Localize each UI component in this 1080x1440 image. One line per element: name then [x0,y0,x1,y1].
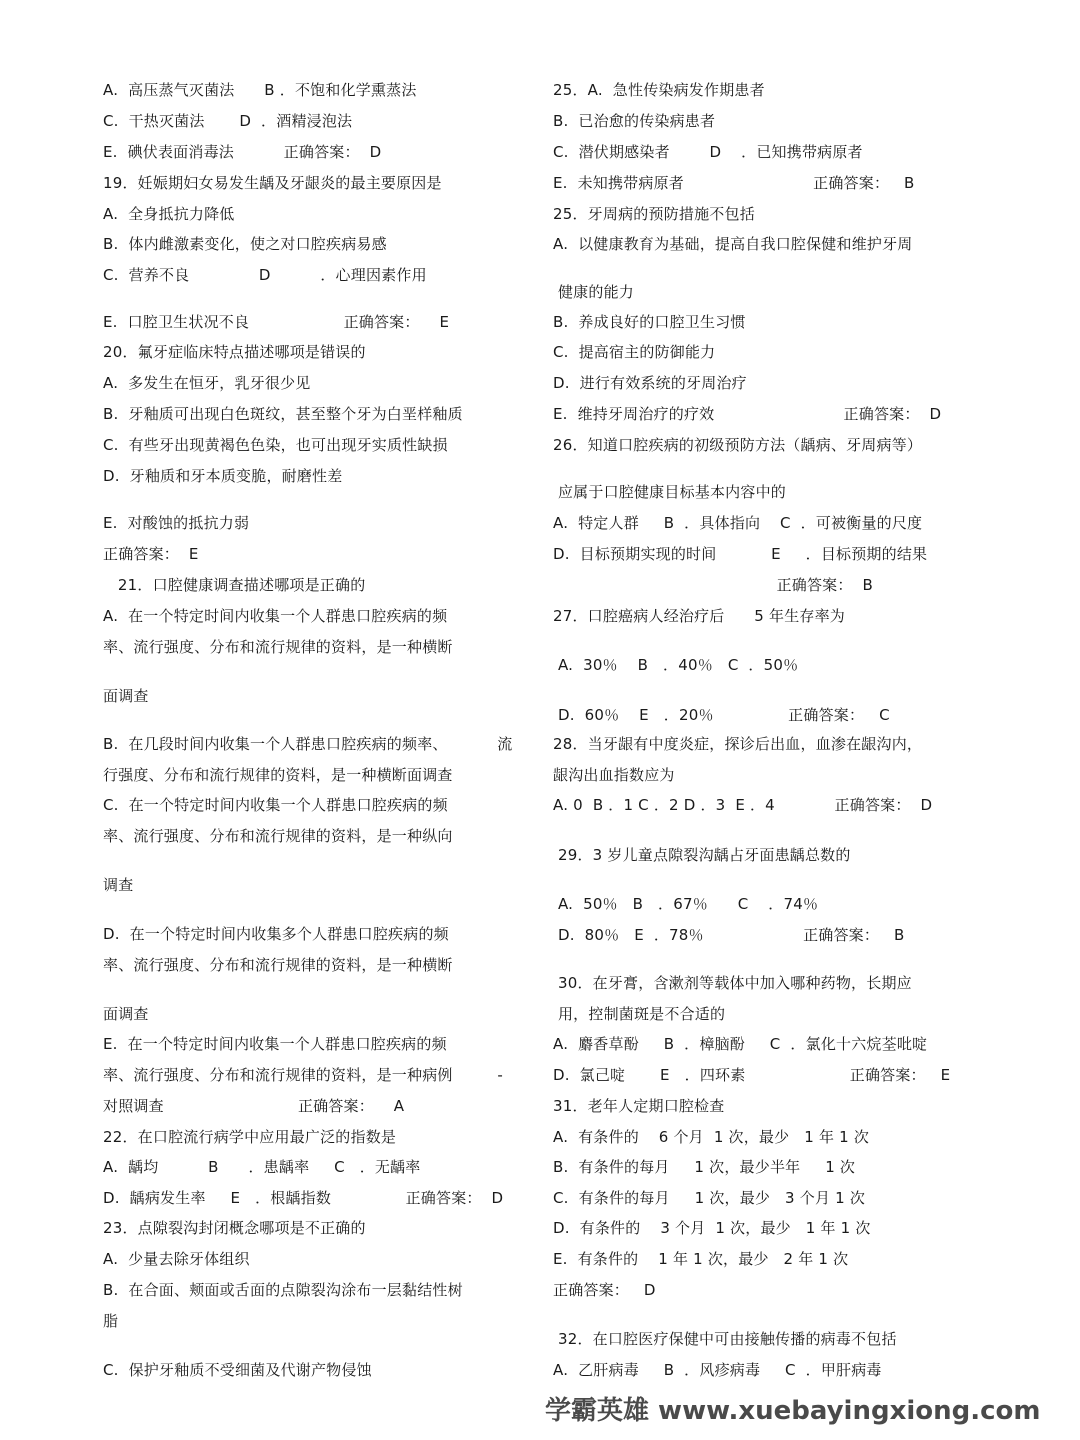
right-line-18: A. 30％ B ．40％ C ．50％ [553,656,799,674]
left-line-9: 20．氟牙症临床特点描述哪项是错误的 [103,343,366,361]
left-line-27: 面调查 [103,1005,149,1023]
right-line-16: 正确答案： B [553,576,873,594]
left-line-34: 23．点隙裂沟封闭概念哪项是不正确的 [103,1219,366,1237]
left-line-2: C. 干热灭菌法 D ．酒精浸泡法 [103,112,353,130]
left-line-13: D. 牙釉质和牙本质变脆，耐磨性差 [103,467,343,485]
left-line-14: E. 对酸蚀的抵抗力弱 [103,514,250,532]
right-line-29: D. 氯己啶 E ．四环素 正确答案： E [553,1066,951,1084]
left-line-33: D. 龋病发生率 E ．根龋指数 正确答案： D [103,1189,504,1207]
left-line-16: 21．口腔健康调查描述哪项是正确的 [103,576,366,594]
right-line-24: A. 50％ B ．67％ C ．74％ [553,895,819,913]
left-line-10: A. 多发生在恒牙，乳牙很少见 [103,374,311,392]
left-line-1: A. 高压蒸气灭菌法 B ．不饱和化学熏蒸法 [103,81,417,99]
left-line-3: E. 碘伏表面消毒法 正确答案： D [103,143,382,161]
left-line-19: 面调查 [103,687,149,705]
left-line-37: 脂 [103,1312,119,1330]
left-line-15: 正确答案： E [103,545,199,563]
left-line-5: A. 全身抵抗力降低 [103,205,235,223]
right-line-2: B. 已治愈的传染病患者 [553,112,716,130]
left-line-17: A. 在一个特定时间内收集一个人群患口腔疾病的频 [103,607,448,625]
left-line-6: B. 体内雌激素变化，使之对口腔疾病易感 [103,235,387,253]
right-line-10: D. 进行有效系统的牙周治疗 [553,374,747,392]
left-line-26: 率、流行强度、分布和流行规律的资料，是一种横断 [103,956,453,974]
right-line-20: 28．当牙龈有中度炎症，探诊后出血，血渗在龈沟内， [553,735,923,753]
right-line-30: 31．老年人定期口腔检查 [553,1097,725,1115]
left-line-7: C. 营养不良 D ．心理因素作用 [103,266,427,284]
right-line-4: E. 未知携带病原者 正确答案： B [553,174,915,192]
left-line-22: C. 在一个特定时间内收集一个人群患口腔疾病的频 [103,796,448,814]
left-line-31: 22．在口腔流行病学中应用最广泛的指数是 [103,1128,397,1146]
right-line-6: A. 以健康教育为基础，提高自我口腔保健和维护牙周 [553,235,913,253]
right-line-23: 29．3 岁儿童点隙裂沟龋占牙面患龋总数的 [553,846,851,864]
right-line-5: 25．牙周病的预防措施不包括 [553,205,755,223]
left-line-36: B. 在合面、颊面或舌面的点隙裂沟涂布一层黏结性树 [103,1281,463,1299]
right-line-13: 应属于口腔健康目标基本内容中的 [553,483,786,501]
right-line-28: A. 麝香草酚 B ．樟脑酚 C ．氯化十六烷荃吡啶 [553,1035,928,1053]
right-line-7: 健康的能力 [553,283,634,301]
left-line-38: C. 保护牙釉质不受细菌及代谢产物侵蚀 [103,1361,372,1379]
right-line-14: A. 特定人群 B ．具体指向 C ．可被衡量的尺度 [553,514,923,532]
right-line-25: D. 80％ E ．78％ 正确答案： B [553,926,905,944]
right-line-33: C. 有条件的每月 1 次，最少 3 个月 1 次 [553,1189,866,1207]
right-line-36: 正确答案： D [553,1281,656,1299]
left-line-20: B. 在几段时间内收集一个人群患口腔疾病的频率、 流 [103,735,513,753]
left-line-8: E. 口腔卫生状况不良 正确答案： E [103,313,450,331]
left-line-24: 调查 [103,876,134,894]
left-line-30: 对照调查 正确答案： A [103,1097,405,1115]
watermark-footer: 学霸英雄 www.xuebayingxiong.com [545,1396,1041,1426]
left-line-29: 率、流行强度、分布和流行规律的资料，是一种病例 - [103,1066,503,1084]
right-line-38: A. 乙肝病毒 B ．风疹病毒 C ．甲肝病毒 [553,1361,882,1379]
left-line-11: B. 牙釉质可出现白色斑纹，甚至整个牙为白垩样釉质 [103,405,463,423]
right-line-15: D. 目标预期实现的时间 E ．目标预期的结果 [553,545,928,563]
left-line-18: 率、流行强度、分布和流行规律的资料，是一种横断 [103,638,453,656]
right-line-22: A. 0 B ．1 C ．2 D ．3 E ．4 正确答案： D [553,796,933,814]
right-line-37: 32．在口腔医疗保健中可由接触传播的病毒不包括 [553,1330,897,1348]
right-line-35: E. 有条件的 1 年 1 次，最少 2 年 1 次 [553,1250,849,1268]
left-line-23: 率、流行强度、分布和流行规律的资料，是一种纵向 [103,827,453,845]
left-line-4: 19．妊娠期妇女易发生龋及牙龈炎的最主要原因是 [103,174,442,192]
right-line-3: C. 潜伏期感染者 D ．已知携带病原者 [553,143,863,161]
right-line-32: B. 有条件的每月 1 次，最少半年 1 次 [553,1158,856,1176]
left-line-35: A. 少量去除牙体组织 [103,1250,250,1268]
right-line-19: D. 60％ E ．20％ 正确答案： C [553,706,890,724]
left-line-25: D. 在一个特定时间内收集多个人群患口腔疾病的频 [103,925,449,943]
right-line-12: 26．知道口腔疾病的初级预防方法（龋病、牙周病等） [553,436,923,454]
left-line-28: E. 在一个特定时间内收集一个人群患口腔疾病的频 [103,1035,447,1053]
right-line-11: E. 维持牙周治疗的疗效 正确答案： D [553,405,942,423]
left-line-12: C. 有些牙出现黄褐色色染，也可出现牙实质性缺损 [103,436,448,454]
right-line-17: 27．口腔癌病人经治疗后 5 年生存率为 [553,607,846,625]
right-line-9: C. 提高宿主的防御能力 [553,343,716,361]
right-line-8: B. 养成良好的口腔卫生习惯 [553,313,746,331]
right-line-26: 30．在牙膏，含漱剂等载体中加入哪种药物，长期应 [553,974,912,992]
right-line-1: 25．A. 急性传染病发作期患者 [553,81,765,99]
right-line-27: 用，控制菌斑是不合适的 [553,1005,726,1023]
left-line-21: 行强度、分布和流行规律的资料，是一种横断面调查 [103,766,453,784]
right-line-34: D. 有条件的 3 个月 1 次，最少 1 年 1 次 [553,1219,871,1237]
right-line-31: A. 有条件的 6 个月 1 次，最少 1 年 1 次 [553,1128,870,1146]
left-line-32: A. 龋均 B ．患龋率 C ．无龋率 [103,1158,421,1176]
right-line-21: 龈沟出血指数应为 [553,766,675,784]
